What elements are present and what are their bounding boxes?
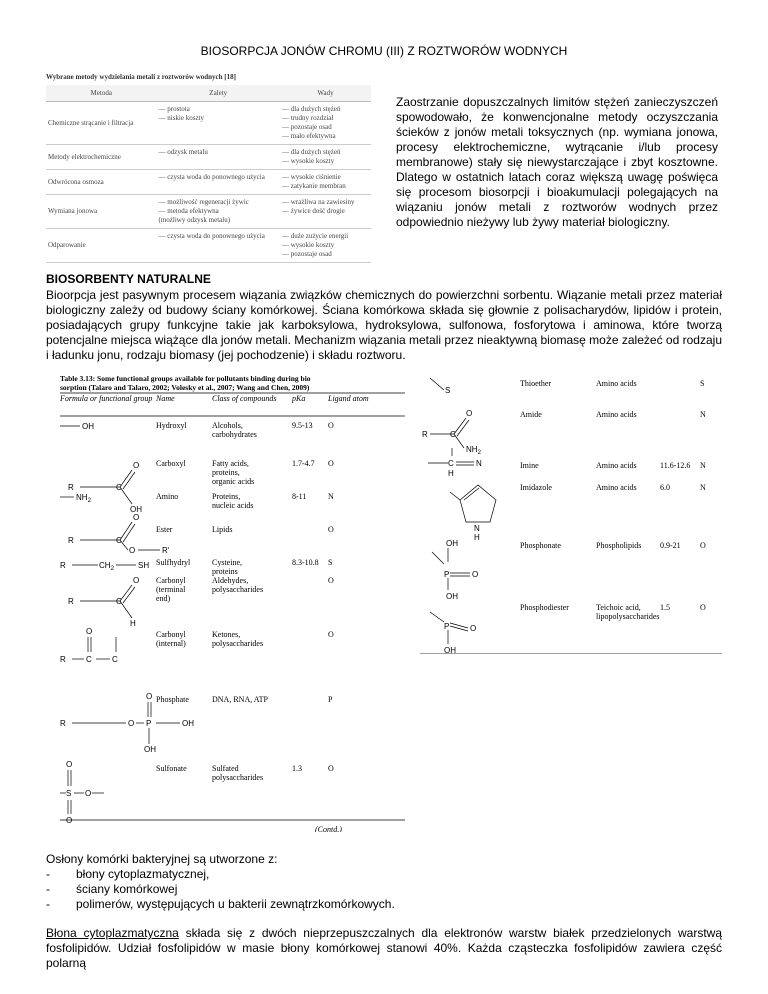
t2-pka-cell: 1.7-4.7: [292, 459, 315, 468]
pros-cell: — możliwość regeneracji żywic — metoda efektywna (możliwy odzysk metalu): [157, 195, 281, 229]
pros-cell: — czysta woda do ponownego użycia: [157, 229, 281, 263]
t2-class-cell: Ketones, polysaccharides: [212, 630, 264, 648]
t3-name-cell: Phosphonate: [520, 541, 561, 550]
table-row: [46, 229, 371, 263]
svg-text:SH: SH: [138, 561, 150, 570]
svg-text:H: H: [448, 469, 454, 478]
svg-text:NH2: $NH_2$: [76, 493, 91, 504]
t2-name-cell: Sulfhydryl: [156, 558, 191, 567]
cons-cell: — duże zużycie energii — wysokie koszty — pozostaje osad: [280, 229, 371, 263]
t2-name-cell: Ester: [156, 525, 173, 534]
svg-text:R: R: [422, 430, 428, 439]
t2-h-name: Name: [156, 394, 175, 403]
svg-text:OH: OH: [444, 646, 456, 654]
t2-pka-cell: 8-11: [292, 492, 307, 501]
table2-contd: (Contd.): [315, 825, 342, 832]
t3-ligand-cell: S: [700, 379, 705, 388]
t3-pka-cell: 6.0: [660, 483, 670, 492]
t2-ligand-cell: O: [328, 576, 334, 585]
t2-ligand-cell: O: [328, 421, 334, 430]
t2-class-cell: Fatty acids, proteins, organic acids: [212, 459, 255, 486]
method-cell: Chemiczne strącanie i filtracja: [46, 102, 157, 145]
t2-h-pka: pKa: [292, 394, 306, 403]
functional-groups-cont-svg: [420, 372, 722, 654]
svg-text:R: R: [60, 561, 66, 570]
t3-pka-cell: 11.6-12.6: [660, 461, 691, 470]
t2-ligand-cell: O: [328, 459, 334, 468]
svg-text:C: C: [116, 536, 122, 545]
svg-text:R': R': [162, 546, 170, 555]
list-item: - ściany komórkowej: [46, 882, 178, 896]
t2-ligand-cell: N: [328, 492, 334, 501]
functional-groups-table-cont: [420, 372, 722, 654]
t2-name-cell: Phosphate: [156, 695, 189, 704]
svg-text:C: C: [116, 597, 122, 606]
membrane-paragraph: [46, 926, 722, 971]
t2-name-cell: Carbonyl (terminal end): [156, 576, 186, 603]
svg-text:O: O: [466, 409, 473, 418]
svg-text:O: O: [133, 461, 140, 470]
t3-class-cell: Amino acids: [596, 379, 637, 388]
svg-text:O: O: [66, 816, 73, 825]
t2-class-cell: Alcohols, carbohydrates: [212, 421, 257, 439]
methods-table: [46, 73, 371, 263]
t3-class-cell: Amino acids: [596, 461, 637, 470]
section-heading: BIOSORBENTY NATURALNE: [46, 272, 211, 286]
svg-text:O: O: [66, 760, 73, 769]
svg-text:C: C: [116, 483, 122, 492]
t3-class-cell: Phospholipids: [596, 541, 642, 550]
svg-text:H: H: [130, 619, 136, 628]
pros-cell: — odzysk metalu: [157, 145, 281, 170]
document-title: BIOSORPCJA JONÓW CHROMU (III) Z ROZTWORÓW WODNYCH: [200, 44, 568, 58]
svg-text:O: O: [470, 624, 477, 633]
svg-text:R: R: [68, 597, 74, 606]
t2-pka-cell: 9.5-13: [292, 421, 313, 430]
svg-text:OH: OH: [182, 719, 194, 728]
t2-class-cell: Lipids: [212, 525, 233, 534]
methods-header-cons: Wady: [280, 85, 371, 102]
svg-text:R: R: [68, 536, 74, 545]
svg-text:O: O: [86, 627, 93, 636]
t3-ligand-cell: N: [700, 410, 706, 419]
cell-envelope-lead: Osłony komórki bakteryjnej są utworzone z:: [46, 852, 278, 866]
svg-text:C: C: [86, 655, 92, 664]
t3-pka-cell: 1.5: [660, 603, 670, 612]
table-row: [46, 145, 371, 170]
cons-cell: — dla dużych stężeń — trudny rozdział — pozostaje osad — mało efektywna: [280, 102, 371, 145]
t2-name-cell: Hydroxyl: [156, 421, 187, 430]
t2-class-cell: Cysteine, proteins: [212, 558, 242, 576]
t2-ligand-cell: S: [328, 558, 333, 567]
table-row: [46, 102, 371, 145]
svg-text:NH2: $NH_2$: [466, 445, 481, 456]
t2-ligand-cell: O: [328, 630, 334, 639]
t3-ligand-cell: N: [700, 483, 706, 492]
intro-paragraph: Zaostrzanie dopuszczalnych limitów stężeń zanieczyszczeń spowodowało, że konwencjonalne metody oczyszczania ścieków z jonów metali toksycznych (np. wymiana jonowa, procesy elektrochemiczne, wytrącanie i/lub procesy membranowe) stały się niewystarczające i zbyt kosztowne. Dlatego w ostatnich latach coraz większą uwagę poświęca się procesom biosorpcji i bioakumulacji polegających na wiązaniu jonów metali z roztworów wodnych przez odpowiednio nieżywy lub żywy materiał biologiczny.: [396, 95, 718, 229]
methods-header-method: Metoda: [46, 85, 157, 102]
t3-class-cell: Amino acids: [596, 410, 637, 419]
t2-name-cell: Amino: [156, 492, 179, 501]
t2-ligand-cell: P: [328, 695, 333, 704]
svg-text:N: N: [474, 524, 480, 533]
methods-header-pros: Zalety: [157, 85, 281, 102]
t3-name-cell: Thioether: [520, 379, 552, 388]
t3-class-cell: Amino acids: [596, 483, 637, 492]
svg-text:O: O: [129, 546, 136, 555]
t2-ligand-cell: O: [328, 525, 334, 534]
table-row: [46, 170, 371, 195]
t2-name-cell: Carbonyl (internal): [156, 630, 186, 648]
pros-cell: — czysta woda do ponownego użycia: [157, 170, 281, 195]
table2-caption: Table 3.13: Some functional groups available for pollutants binding during bio sorption (Talaro and Talaro, 2002; Volesky et al., 2007; Wang and Chen, 2009): [60, 374, 311, 392]
svg-text:CH2: $CH_2$: [99, 561, 114, 572]
svg-text:C: C: [112, 655, 118, 664]
method-cell: Wymiana jonowa: [46, 195, 157, 229]
table-row: [46, 195, 371, 229]
svg-text:OH: OH: [130, 505, 142, 514]
svg-text:OH: OH: [82, 422, 94, 431]
svg-text:S: S: [66, 789, 72, 798]
method-cell: Odwrócona osmoza: [46, 170, 157, 195]
t2-class-cell: Aldehydes, polysaccharides: [212, 576, 264, 594]
svg-text:O: O: [85, 789, 92, 798]
svg-text:R: R: [60, 719, 66, 728]
methods-table-grid: [46, 85, 371, 263]
section-paragraph: Bioorpcja jest pasywnym procesem wiązania związków chemicznych do powierzchni sorbentu. Wiązanie metali przez materiał biologiczny zależy od budowy ściany komórkowej. Ściana komórkowa składa się głownie z polisacharydów, lipidów i protein, posiadających grupy funkcyjne takie jak karboksylowa, hydroksylowa, sulfonowa, fosforytowa i aminowa, które tworzą potencjalne miejsca wiążące dla jonów metali. Mechanizm wiązania metali przez nieaktywną biomasę może zależeć od rodzaju i ładunku jonu, rodzaju biomasy (jej pochodzenie) i składu roztworu.: [46, 288, 722, 362]
t3-ligand-cell: O: [700, 603, 706, 612]
t2-class-cell: DNA, RNA, ATP: [212, 695, 269, 704]
cell-envelope-list: [46, 852, 722, 912]
membrane-text: składa się z dwóch nieprzepuszczalnych dla elektronów warstw białek przedzielonych warstwą fosfolipidów. Udział fosfolipidów w masie błony komórkowej stanowi 40%. Każda cząsteczka fosfolipidów zawiera część polarną: [46, 926, 722, 970]
t2-name-cell: Carboxyl: [156, 459, 186, 468]
t2-class-cell: Sulfated polysaccharides: [212, 764, 264, 782]
t2-pka-cell: 1.3: [292, 764, 302, 773]
svg-text:P: P: [444, 570, 450, 579]
t3-ligand-cell: N: [700, 461, 706, 470]
svg-text:C: C: [450, 430, 456, 439]
functional-groups-svg: [60, 372, 405, 832]
method-cell: Metody elektrochemiczne: [46, 145, 157, 170]
svg-text:O: O: [133, 513, 140, 522]
svg-text:R: R: [68, 483, 74, 492]
t3-name-cell: Phosphodiester: [520, 603, 569, 612]
svg-text:R: R: [60, 655, 66, 664]
methods-table-caption: Wybrane metody wydzielania metali z roztworów wodnych [18]: [46, 73, 236, 81]
svg-text:OH: OH: [446, 539, 458, 548]
t3-name-cell: Imidazole: [520, 483, 552, 492]
t2-ligand-cell: O: [328, 764, 334, 773]
cons-cell: — wysokie ciśnienie — zatykanie membran: [280, 170, 371, 195]
svg-text:O: O: [128, 719, 135, 728]
cons-cell: — dla dużych stężeń — wysokie koszty: [280, 145, 371, 170]
svg-text:OH: OH: [144, 745, 156, 754]
method-cell: Odparowanie: [46, 229, 157, 263]
t2-h-ligand: Ligand atom: [328, 394, 369, 403]
t2-h-class: Class of compounds: [212, 394, 277, 403]
pros-cell: — prostota — niskie koszty: [157, 102, 281, 145]
svg-text:O: O: [472, 570, 479, 579]
t3-name-cell: Amide: [520, 410, 542, 419]
t3-ligand-cell: O: [700, 541, 706, 550]
svg-text:H: H: [474, 533, 480, 542]
t2-class-cell: Proteins, nucleic acids: [212, 492, 254, 510]
t3-pka-cell: 0.9-21: [660, 541, 681, 550]
functional-groups-table: [60, 372, 405, 832]
t2-pka-cell: 8.3-10.8: [292, 558, 319, 567]
list-item: - błony cytoplazmatycznej,: [46, 867, 210, 881]
t2-h-formula: Formula or functional group: [60, 394, 153, 403]
svg-text:O: O: [133, 576, 140, 585]
t3-class-cell: Teichoic acid, lipopolysaccharides: [596, 603, 660, 621]
membrane-term: Błona cytoplazmatyczna: [46, 926, 179, 940]
svg-text:P: P: [146, 719, 152, 728]
svg-text:C: C: [448, 459, 454, 468]
t2-name-cell: Sulfonate: [156, 764, 187, 773]
list-item: - polimerów, występujących u bakterii zewnątrzkomórkowych.: [46, 897, 395, 911]
cons-cell: — wrażliwa na zawiesiny — żywice dość drogie: [280, 195, 371, 229]
svg-text:P: P: [444, 622, 450, 631]
cell-envelope-items: [46, 867, 722, 912]
svg-text:O: O: [146, 692, 153, 701]
svg-text:N: N: [476, 459, 482, 468]
svg-text:S: S: [445, 386, 451, 395]
t3-name-cell: Imine: [520, 461, 539, 470]
svg-text:OH: OH: [446, 592, 458, 601]
